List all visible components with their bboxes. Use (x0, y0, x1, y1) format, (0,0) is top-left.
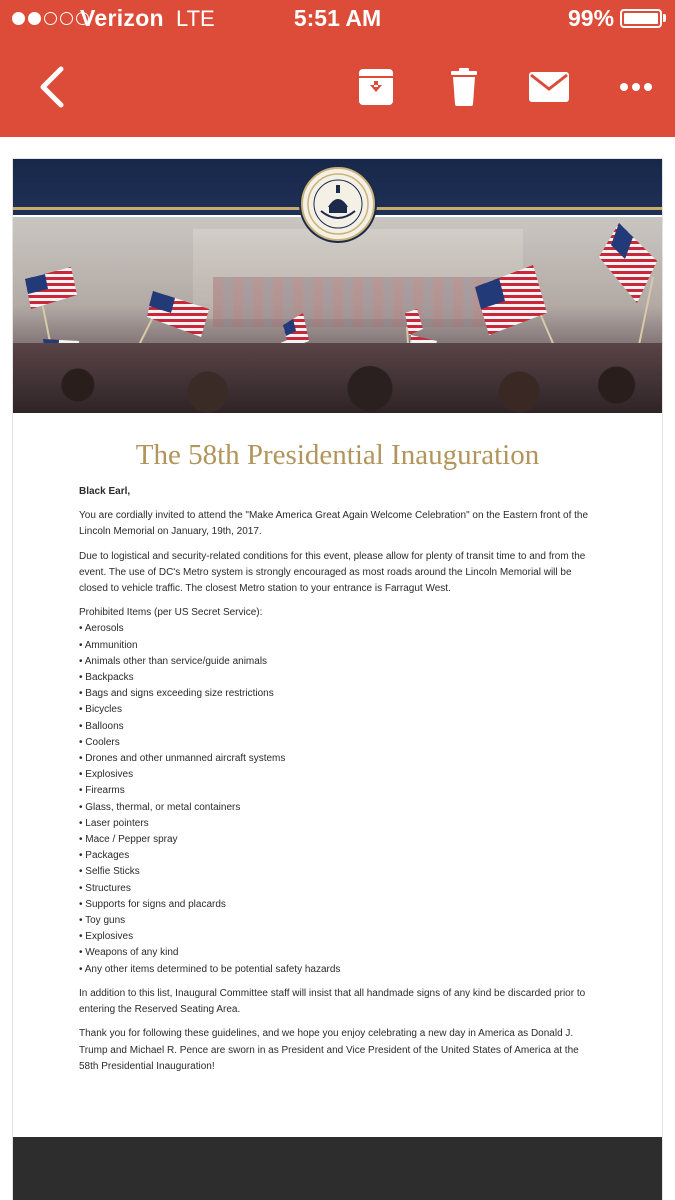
prohibited-items-list (79, 621, 599, 977)
closing-paragraph: Thank you for following these guidelines, and we hope you enjoy celebrating a new day in America as Donald J. Trump and Michael R. Pence are sworn in as President and Vice President of the United States of America at the 58th Presidential Inauguration! (79, 1028, 579, 1072)
list-item: • Ammunition (79, 638, 599, 654)
carrier-name: Verizon (80, 5, 164, 31)
signs-paragraph: In addition to this list, Inaugural Committee staff will insist that all handmade signs of any kind be discarded prior to entering the Reserved Seating Area. (79, 987, 586, 1016)
back-button[interactable] (28, 62, 76, 112)
clock: 5:51 AM (293, 5, 382, 31)
list-item: • Structures (79, 881, 599, 897)
list-item: • Selfie Sticks (79, 864, 599, 880)
list-item: • Drones and other unmanned aircraft systems (79, 751, 599, 767)
trash-icon (449, 68, 479, 106)
more-options-button[interactable] (610, 62, 662, 112)
list-item: • Explosives (79, 929, 599, 945)
transit-paragraph: Due to logistical and security-related conditions for this event, please allow for plenty of transit time to and from the event. The use of DC's Metro system is strongly encouraged as most roads around the Lincoln Memorial will be closed to vehicle traffic. The closest Metro station to your entrance is Farragut West. (79, 550, 586, 595)
battery-percent: 99% (568, 5, 615, 31)
list-item: • Mace / Pepper spray (79, 832, 599, 848)
mark-unread-button[interactable] (522, 62, 576, 112)
back-icon (37, 65, 67, 109)
email-content (79, 484, 599, 1083)
delete-button[interactable] (440, 62, 488, 112)
list-item: • Bags and signs exceeding size restrictions (79, 686, 599, 702)
battery-icon (620, 9, 662, 28)
battery-tip (663, 14, 666, 22)
list-item: • Supports for signs and placards (79, 897, 599, 913)
status-bar (0, 0, 675, 38)
prohibited-items-title: Prohibited Items (per US Secret Service): (79, 607, 263, 619)
mail-icon (529, 72, 569, 102)
email-footer-banner (13, 1137, 662, 1200)
greeting: Black Earl, (79, 486, 131, 497)
list-item: • Any other items determined to be potential safety hazards (79, 962, 599, 978)
more-icon (619, 82, 653, 92)
list-item: • Toy guns (79, 913, 599, 929)
list-item: • Balloons (79, 719, 599, 735)
list-item: • Glass, thermal, or metal containers (79, 800, 599, 816)
archive-button[interactable] (352, 62, 400, 112)
list-item: • Explosives (79, 767, 599, 783)
inauguration-crowd-photo (13, 217, 662, 413)
list-item: • Laser pointers (79, 816, 599, 832)
email-body (12, 158, 663, 1200)
email-title: The 58th Presidential Inauguration (135, 439, 540, 471)
list-item: • Weapons of any kind (79, 945, 599, 961)
list-item: • Bicycles (79, 702, 599, 718)
presidential-seal-logo (301, 167, 375, 241)
list-item: • Packages (79, 848, 599, 864)
list-item: • Animals other than service/guide animals (79, 654, 599, 670)
list-item: • Backpacks (79, 670, 599, 686)
archive-icon (358, 68, 394, 106)
list-item: • Firearms (79, 783, 599, 799)
email-toolbar (0, 0, 675, 137)
list-item: • Coolers (79, 735, 599, 751)
network-type: LTE (176, 6, 215, 31)
invitation-paragraph: You are cordially invited to attend the "Make America Great Again Welcome Celebration" on the Eastern front of the Lincoln Memorial on January, 19th, 2017. (79, 510, 589, 538)
list-item: • Aerosols (79, 621, 599, 637)
